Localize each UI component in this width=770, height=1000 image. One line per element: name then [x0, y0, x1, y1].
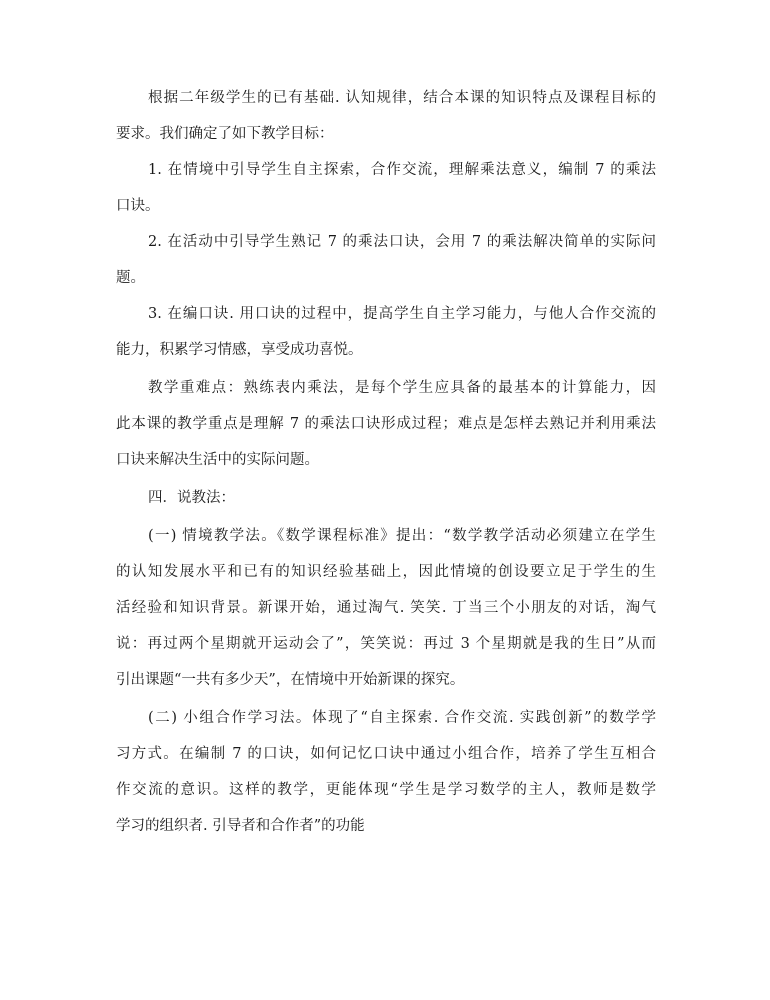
paragraph-line: 活经验和知识背景。新课开始，通过淘气. 笑笑. 丁当三个小朋友的对话，淘气	[116, 600, 656, 616]
paragraph-line: 口诀。	[116, 198, 160, 214]
paragraph-line: 2. 在活动中引导学生熟记 7 的乘法口诀，会用 7 的乘法解决简单的实际问	[148, 234, 656, 250]
paragraph-line: 教学重难点：熟练表内乘法，是每个学生应具备的最基本的计算能力，因	[148, 380, 656, 396]
paragraph-line: 习方式。在编制 7 的口诀，如何记忆口诀中通过小组合作，培养了学生互相合	[116, 746, 656, 762]
paragraph-line: 要求。我们确定了如下教学目标：	[116, 126, 334, 142]
paragraph-line: 的认知发展水平和已有的知识经验基础上，因此情境的创设要立足于学生的生	[116, 564, 656, 580]
paragraph-line: 3. 在编口诀. 用口诀的过程中，提高学生自主学习能力，与他人合作交流的	[148, 306, 656, 322]
section-heading: 四．说教法：	[148, 490, 235, 506]
paragraph-line: 题。	[116, 270, 145, 286]
paragraph-line: (一) 情境教学法。《数学课程标准》提出：“数学教学活动必须建立在学生	[148, 528, 656, 544]
paragraph-line: 学习的组织者. 引导者和合作者”的功能	[116, 818, 365, 834]
paragraph-line: 说：再过两个星期就开运动会了”，笑笑说：再过 3 个星期就是我的生日”从而	[116, 636, 656, 652]
paragraph-line: 能力，积累学习情感，享受成功喜悦。	[116, 342, 363, 358]
paragraph-line: 此本课的教学重点是理解 7 的乘法口诀形成过程；难点是怎样去熟记并利用乘法	[116, 416, 656, 432]
paragraph-line: 作交流的意识。这样的教学，更能体现“学生是学习数学的主人，教师是数学	[116, 782, 656, 798]
paragraph-line: 根据二年级学生的已有基础. 认知规律，结合本课的知识特点及课程目标的	[148, 90, 656, 106]
paragraph-line: 引出课题“一共有多少天”，在情境中开始新课的探究。	[116, 672, 465, 688]
paragraph-line: 口诀来解决生活中的实际问题。	[116, 452, 319, 468]
paragraph-line: 1. 在情境中引导学生自主探索，合作交流，理解乘法意义，编制 7 的乘法	[148, 162, 656, 178]
paragraph-line: (二) 小组合作学习法。体现了“自主探索. 合作交流. 实践创新”的数学学	[148, 710, 656, 726]
